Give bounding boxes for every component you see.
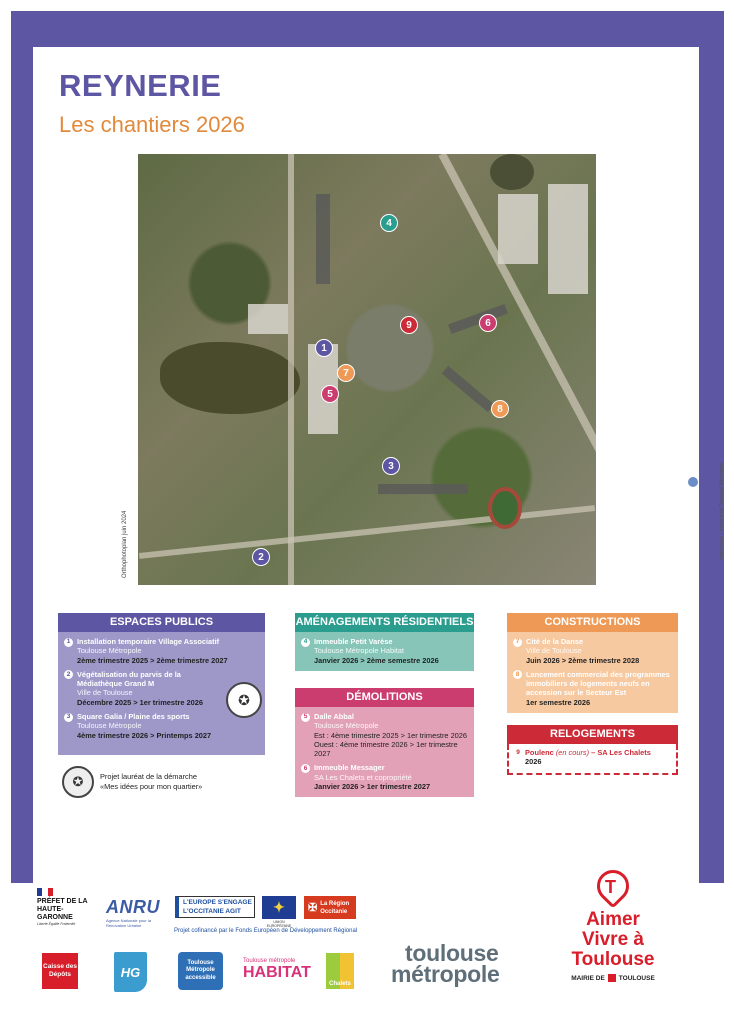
amenagements-list: [295, 632, 474, 671]
espaces-publics-heading: ESPACES PUBLICS: [58, 613, 265, 632]
page-title: REYNERIE: [59, 68, 222, 103]
list-item: [513, 637, 672, 665]
caisse-depots-logo: Caisse des Dépôts: [42, 953, 78, 989]
map-marker-7[interactable]: 7: [337, 364, 355, 382]
anru-logo: ANRU Agence Nationale pour la Rénovation Urbaine: [106, 897, 160, 928]
item-date: 2026: [525, 757, 542, 767]
item-org: Ville de Toulouse: [77, 688, 133, 698]
french-flag-icon: [37, 888, 53, 896]
constructions-list: [507, 632, 678, 713]
map-marker-3[interactable]: 3: [382, 457, 400, 475]
map-marker-5[interactable]: 5: [321, 385, 339, 403]
demolitions-list: [295, 707, 474, 797]
item-name: Lancement commercial des programmes immobiliers de logements neufs en accession sur le Secteur Est: [526, 669, 670, 698]
item-number: 9: [516, 749, 520, 757]
page-subtitle: Les chantiers 2026: [59, 112, 245, 137]
aerial-photo: [138, 154, 596, 585]
road: [288, 154, 294, 585]
eu-label: UNION EUROPÉENNE: [266, 920, 292, 928]
map-marker-4[interactable]: 4: [380, 214, 398, 232]
item-name: Cité de la Danse: [526, 637, 584, 646]
item-date: Ouest : 4ème trimestre 2026 > 1er trimestre 2027: [314, 739, 458, 759]
laureat-badge-icon: ✪: [226, 682, 262, 718]
item-date: 1er semestre 2026: [526, 697, 591, 707]
item-number: 2: [64, 670, 73, 679]
demolitions-heading: DÉMOLITIONS: [295, 688, 474, 707]
list-item: [301, 712, 468, 758]
pond-north: [490, 154, 534, 190]
item-name: Poulenc: [525, 748, 554, 757]
item-date: Janvier 2026 > 2ème semestre 2026: [314, 655, 439, 665]
item-number: 3: [64, 713, 73, 722]
list-item: [301, 637, 468, 665]
europe-occitanie-logo: L'EUROPE S'ENGAGE L'OCCITANIE AGIT: [175, 896, 255, 918]
item-org: Toulouse Métropole: [77, 721, 142, 731]
map-marker-8[interactable]: 8: [491, 400, 509, 418]
constructions-heading: CONSTRUCTIONS: [507, 613, 678, 632]
demolitions-box: [295, 688, 474, 797]
item-number: 5: [301, 713, 310, 722]
tm-habitat-logo: Toulouse métropole HABITAT: [243, 958, 311, 981]
item-number: 6: [301, 764, 310, 773]
item-number: 8: [513, 670, 522, 679]
item-date: Décembre 2025 > 1er trimestre 2026: [77, 697, 203, 707]
print-credit: Impression : Imprimerie Toulouse Métropole: [719, 462, 725, 560]
item-org: – SA Les Chalets: [591, 748, 651, 757]
toulouse-seal-icon: [608, 974, 616, 982]
relogements-heading: RELOGEMENTS: [507, 725, 678, 744]
item-name: Végétalisation du parvis de la Médiathèque Grand M: [77, 669, 181, 689]
item-number: 4: [301, 638, 310, 647]
building: [316, 194, 330, 284]
item-name: Immeuble Messager: [314, 763, 385, 773]
constructions-box: [507, 613, 678, 713]
item-number: 7: [513, 638, 522, 647]
print-logo-icon: [688, 477, 698, 487]
building: [498, 194, 538, 264]
list-item: [64, 637, 259, 665]
item-org: Ville de Toulouse: [526, 646, 582, 656]
map-marker-1[interactable]: 1: [315, 339, 333, 357]
laureat-line-2: «Mes idées pour mon quartier»: [100, 782, 203, 791]
pond: [160, 342, 300, 414]
amenagements-heading: AMÉNAGEMENTS RÉSIDENTIELS: [295, 613, 474, 632]
heart-icon: T: [593, 868, 633, 908]
item-date: Janvier 2026 > 1er trimestre 2027: [314, 782, 431, 792]
building: [448, 304, 508, 334]
aimer-vivre-toulouse-logo: T Aimer Vivre à Toulouse MAIRIE DE TOULOUSE: [558, 868, 668, 982]
item-date: Juin 2026 > 2ème trimestre 2028: [526, 655, 640, 665]
amenagements-box: [295, 613, 474, 671]
sports-track: [488, 487, 522, 529]
laureat-note: [62, 766, 202, 798]
laureat-seal-icon: ✪: [62, 766, 94, 798]
item-org: Toulouse Métropole: [77, 646, 142, 656]
item-name: Square Galia / Plaine des sports: [77, 712, 190, 722]
item-number: 1: [64, 638, 73, 647]
item-date: Est : 4ème trimestre 2025 > 1er trimestre 2026: [314, 730, 468, 740]
building: [548, 184, 588, 294]
item-org: Toulouse Métropole: [314, 721, 379, 731]
toulouse-metropole-accessible-logo: Toulouse Métropole accessible: [178, 952, 223, 990]
item-name: Immeuble Petit Varèse: [314, 637, 393, 646]
item-name: Dalle Abbal: [314, 712, 354, 721]
building: [442, 366, 494, 412]
item-org: Toulouse Métropole Habitat: [314, 646, 404, 656]
map-marker-2[interactable]: 2: [252, 548, 270, 566]
occitanie-logo: ✠ La Région Occitanie: [304, 896, 356, 919]
building: [378, 484, 468, 494]
item-date: 4ème trimestre 2026 > Printemps 2027: [77, 730, 212, 740]
toulouse-metropole-logo: toulouse métropole: [391, 940, 500, 987]
chalets-logo: Chalets: [326, 953, 354, 989]
list-item: [64, 712, 259, 740]
road: [139, 505, 595, 559]
list-item: [513, 670, 672, 707]
list-item: [515, 748, 670, 767]
building: [248, 304, 288, 334]
laureat-line-1: Projet lauréat de la démarche: [100, 772, 197, 781]
hg-logo: HG: [114, 952, 147, 992]
item-status: (en cours): [555, 748, 590, 757]
relogements-box: [507, 725, 678, 775]
item-org: SA Les Chalets et copropriété: [314, 772, 412, 782]
map-marker-6[interactable]: 6: [479, 314, 497, 332]
eu-flag-icon: ✦: [262, 896, 296, 919]
photo-credit: Orthophotoplan juin 2024: [122, 510, 128, 578]
prefet-logo: PRÉFET DE LA HAUTE-GARONNE Liberté Égalité Fraternité: [37, 888, 99, 927]
item-name: Installation temporaire Village Associatif: [77, 637, 220, 646]
cofinance-text: Projet cofinancé par le Fonds Européen de Développement Régional: [174, 928, 358, 934]
list-item: [301, 763, 468, 791]
map-marker-9[interactable]: 9: [400, 316, 418, 334]
relogements-list: [507, 744, 678, 775]
item-date: 2ème trimestre 2025 > 2ème trimestre 2027: [77, 655, 228, 665]
